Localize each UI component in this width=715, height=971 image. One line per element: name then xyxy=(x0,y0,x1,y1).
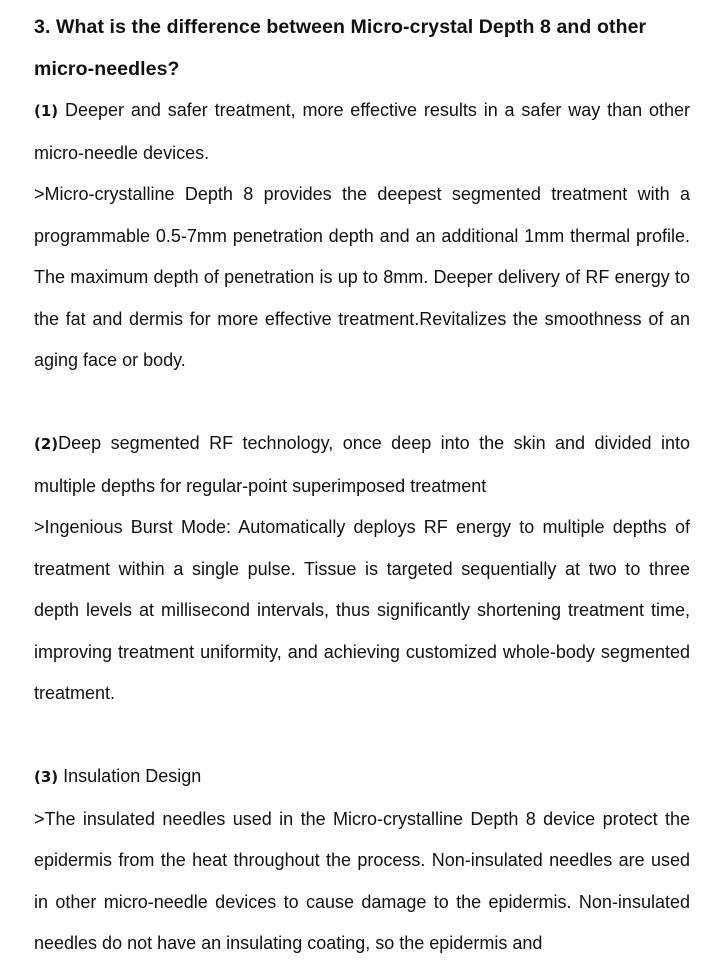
section-3-title xyxy=(34,756,690,799)
section-2-marker: (2) xyxy=(34,435,59,453)
section-1-title-text: Deeper and safer treatment, more effective results in a safer way than other micro-needle devices. xyxy=(34,100,690,163)
section-1-body: >Micro-crystalline Depth 8 provides the deepest segmented treatment with a programmable 0.5-7mm penetration depth and an additional 1mm thermal profile. The maximum depth of penetration is up to 8mm. Deeper delivery of RF energy to the fat and dermis for more effective treatment.Revitalizes the smoothness of an aging face or body. xyxy=(34,184,690,370)
section-spacer xyxy=(34,382,690,424)
section-3-title-text: Insulation Design xyxy=(58,766,202,786)
section-2 xyxy=(34,423,690,715)
faq-heading: 3. What is the difference between Micro-crystal Depth 8 and other micro-needles? xyxy=(34,16,647,80)
section-3-marker: (3) xyxy=(34,768,59,786)
section-2-title-text: Deep segmented RF technology, once deep into the skin and divided into multiple depths for regular-point superimposed treatment xyxy=(34,433,690,496)
section-3 xyxy=(34,756,690,965)
section-spacer xyxy=(34,715,690,757)
section-1 xyxy=(34,90,690,382)
document-page xyxy=(34,6,690,965)
section-1-title xyxy=(34,90,690,174)
section-2-title xyxy=(34,423,690,507)
section-3-body: >The insulated needles used in the Micro-crystalline Depth 8 device protect the epidermis from the heat throughout the process. Non-insulated needles are used in other micro-needle devices to cause damage to the epidermis. Non-insulated needles do not have an insulating coating, so the epidermis and xyxy=(34,808,690,953)
section-1-marker: (1) xyxy=(34,102,59,120)
section-2-body: >Ingenious Burst Mode: Automatically deploys RF energy to multiple depths of treatment within a single pulse. Tissue is targeted sequentially at two to three depth levels at millisecond intervals, thus significantly shortening treatment time, improving treatment uniformity, and achieving customized whole-body segmented treatment. xyxy=(34,517,690,703)
